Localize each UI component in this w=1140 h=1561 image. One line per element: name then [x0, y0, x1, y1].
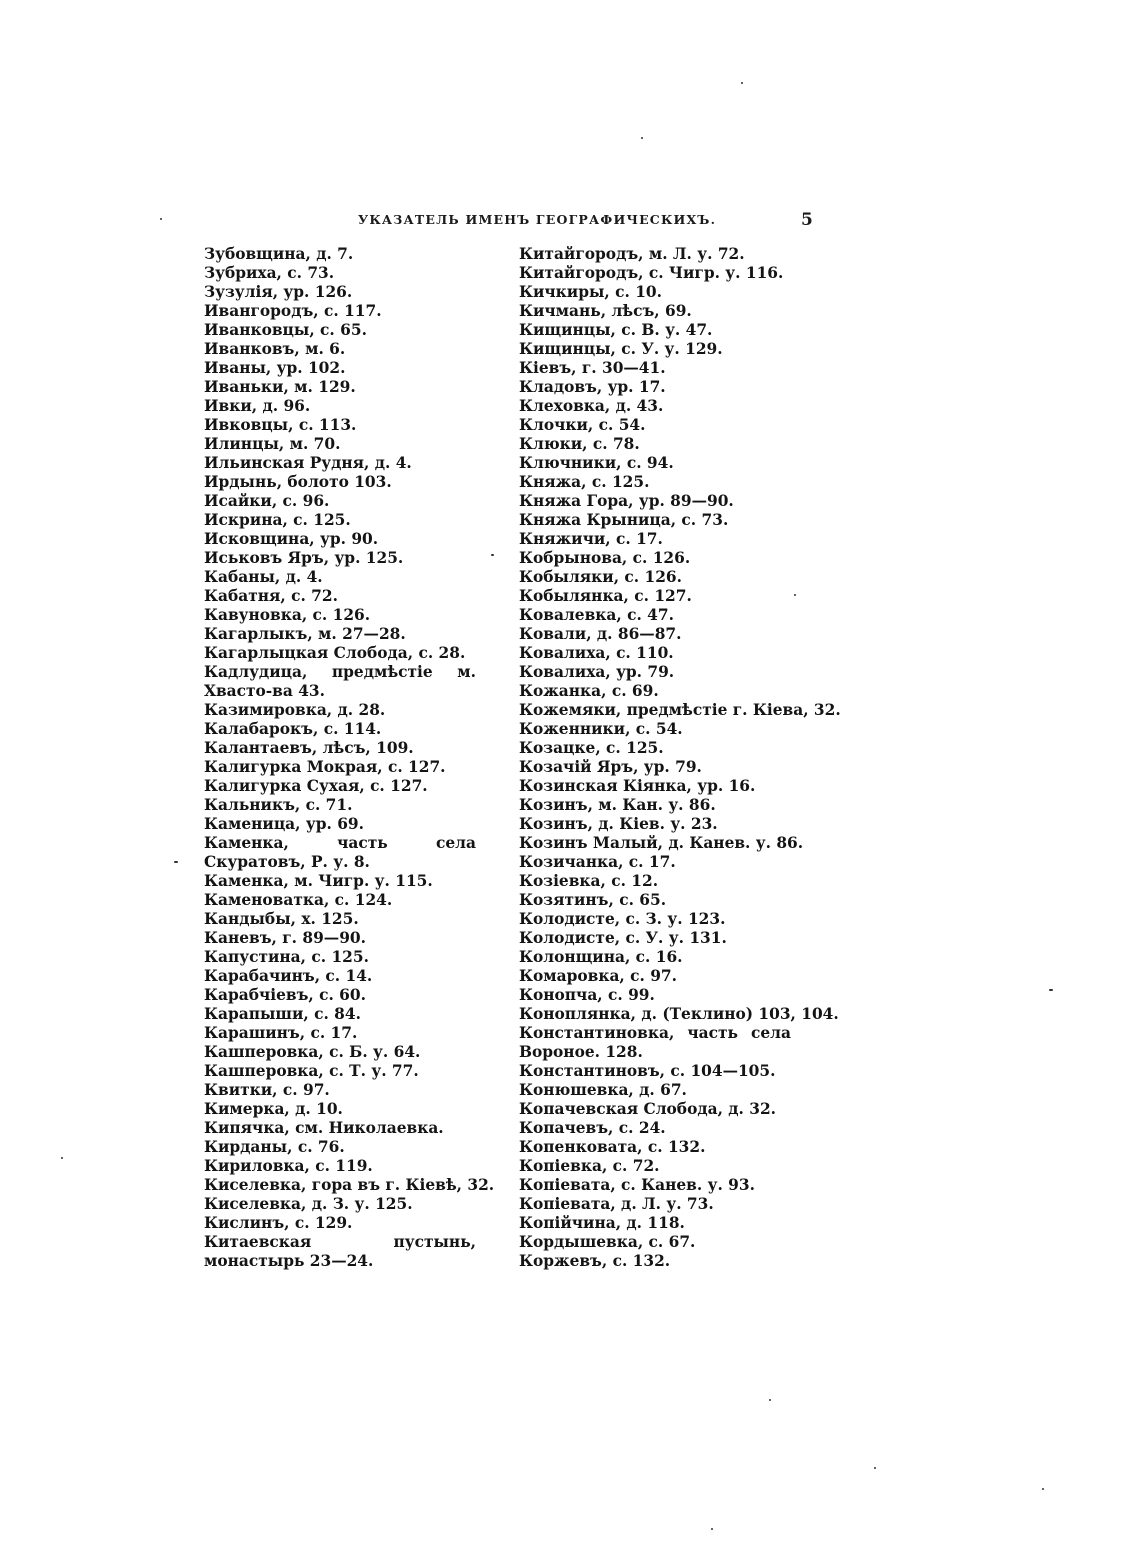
index-entry: Кичмань, лѣсъ, 69.	[519, 302, 692, 320]
index-entry: Козинъ, д. Кіев. у. 23.	[519, 815, 718, 833]
index-entry: Коржевъ, с. 132.	[519, 1252, 671, 1270]
index-entry: Кобрынова, с. 126.	[519, 549, 691, 567]
index-entry: Исайки, с. 96.	[204, 492, 330, 510]
index-entry: Комаровка, с. 97.	[519, 967, 677, 985]
index-entry: Карабчіевъ, с. 60.	[204, 986, 366, 1004]
index-entry: Козятинъ, с. 65.	[519, 891, 667, 909]
index-entry: Кимерка, д. 10.	[204, 1100, 343, 1118]
index-entry: Копіевата, с. Канев. у. 93.	[519, 1176, 755, 1194]
index-entry: Ивки, д. 96.	[204, 397, 311, 415]
scan-speck	[1049, 989, 1053, 991]
index-entry: Колодисте, с. З. у. 123.	[519, 910, 726, 928]
index-entry: Кабаны, д. 4.	[204, 568, 323, 586]
scan-speck	[769, 1399, 771, 1401]
index-entry: Ковалевка, с. 47.	[519, 606, 674, 624]
index-entry: Иваны, ур. 102.	[204, 359, 346, 377]
index-entry: Китайгородъ, м. Л. у. 72.	[519, 245, 745, 263]
scan-speck	[711, 1528, 713, 1530]
index-entry: Копіевка, с. 72.	[519, 1157, 660, 1175]
scan-speck	[874, 1467, 876, 1469]
index-entry: Калигурка Сухая, с. 127.	[204, 777, 428, 795]
scan-speck	[741, 82, 743, 84]
index-entry: Коноплянка, д. (Теклино) 103, 104.	[519, 1005, 839, 1023]
index-entry: Иськовъ Яръ, ур. 125.	[204, 549, 404, 567]
index-entry: Коженники, с. 54.	[519, 720, 683, 738]
index-column-right	[519, 245, 841, 1271]
index-entry: Кипячка, см. Николаевка.	[204, 1119, 444, 1137]
index-entry: Козіевка, с. 12.	[519, 872, 659, 890]
index-entry: Зубовщина, д. 7.	[204, 245, 354, 263]
index-entry: Зубриха, с. 73.	[204, 264, 335, 282]
index-entry: Кашперовка, с. Т. у. 77.	[204, 1062, 419, 1080]
index-entry: Кавуновка, с. 126.	[204, 606, 371, 624]
scan-speck	[61, 1157, 63, 1159]
index-entry: Кашперовка, с. Б. у. 64.	[204, 1043, 421, 1061]
index-entry: Козинская Кіянка, ур. 16.	[519, 777, 756, 795]
index-entry: Каменка, м. Чигр. у. 115.	[204, 872, 433, 890]
index-entry: Каменица, ур. 69.	[204, 815, 364, 833]
index-entry: Кищинцы, с. В. у. 47.	[519, 321, 713, 339]
index-entry: Искрина, с. 125.	[204, 511, 351, 529]
index-entry: Ковалиха, ур. 79.	[519, 663, 675, 681]
index-entry: Калабарокъ, с. 114.	[204, 720, 382, 738]
index-entry: Кабатня, с. 72.	[204, 587, 338, 605]
index-entry: Ирдынь, болото 103.	[204, 473, 392, 491]
running-title: УКАЗАТЕЛЬ ИМЕНЪ ГЕОГРАФИЧЕСКИХЪ.	[358, 212, 717, 227]
index-entry: Квитки, с. 97.	[204, 1081, 330, 1099]
index-entry: Кадлудица, предмѣстіе м. Хвасто-ва 43.	[204, 663, 476, 700]
index-entry: Копенковата, с. 132.	[519, 1138, 706, 1156]
index-entry: Константиновъ, с. 104—105.	[519, 1062, 776, 1080]
index-entry: Иванковцы, с. 65.	[204, 321, 367, 339]
index-entry: Княжичи, с. 17.	[519, 530, 663, 548]
index-entry: Кищинцы, с. У. у. 129.	[519, 340, 723, 358]
index-entry: Клюки, с. 78.	[519, 435, 640, 453]
index-entry: Копіевата, д. Л. у. 73.	[519, 1195, 714, 1213]
index-entry: Каневъ, г. 89—90.	[204, 929, 366, 947]
index-entry: Козинъ, м. Кан. у. 86.	[519, 796, 716, 814]
index-entry: Ивковцы, с. 113.	[204, 416, 357, 434]
index-entry: Кобыляки, с. 126.	[519, 568, 682, 586]
index-entry: Княжа Крыница, с. 73.	[519, 511, 729, 529]
index-entry: Илинцы, м. 70.	[204, 435, 341, 453]
scan-speck	[1042, 1488, 1044, 1490]
index-entry: Клочки, с. 54.	[519, 416, 646, 434]
index-entry: Клеховка, д. 43.	[519, 397, 664, 415]
index-entry: Исковщина, ур. 90.	[204, 530, 379, 548]
index-entry: Копачевская Слобода, д. 32.	[519, 1100, 777, 1118]
index-entry: Зузулія, ур. 126.	[204, 283, 353, 301]
index-entry: Колодисте, с. У. у. 131.	[519, 929, 727, 947]
index-entry: Козичанка, с. 17.	[519, 853, 676, 871]
index-entry: Карашинъ, с. 17.	[204, 1024, 358, 1042]
index-entry: Кладовъ, ур. 17.	[519, 378, 666, 396]
index-entry: Капустина, с. 125.	[204, 948, 369, 966]
index-entry: Конопча, с. 99.	[519, 986, 655, 1004]
index-entry: Колонщина, с. 16.	[519, 948, 683, 966]
index-entry: Кобылянка, с. 127.	[519, 587, 692, 605]
index-entry: Конюшевка, д. 67.	[519, 1081, 687, 1099]
index-entry: Кандыбы, х. 125.	[204, 910, 359, 928]
index-entry: Константиновка, часть села Вороное. 128.	[519, 1024, 791, 1061]
index-entry: Калигурка Мокрая, с. 127.	[204, 758, 446, 776]
index-entry: Ковали, д. 86—87.	[519, 625, 682, 643]
index-entry: Иваньки, м. 129.	[204, 378, 356, 396]
index-entry: Иванковъ, м. 6.	[204, 340, 346, 358]
index-entry: Ивангородъ, с. 117.	[204, 302, 382, 320]
index-entry: Кожемяки, предмѣстіе г. Кіева, 32.	[519, 701, 841, 719]
index-entry: Козинъ Малый, д. Канев. у. 86.	[519, 834, 804, 852]
index-entry: Кіевъ, г. 30—41.	[519, 359, 666, 377]
index-entry: Кальникъ, с. 71.	[204, 796, 353, 814]
scan-speck	[794, 594, 796, 596]
index-entry: Кириловка, с. 119.	[204, 1157, 373, 1175]
index-entry: Киселевка, д. З. у. 125.	[204, 1195, 413, 1213]
index-entry: Киселевка, гора въ г. Кіевѣ, 32.	[204, 1176, 495, 1194]
page-number: 5	[801, 210, 813, 230]
index-entry: Кагарлыкъ, м. 27—28.	[204, 625, 406, 643]
index-entry: Казимировка, д. 28.	[204, 701, 386, 719]
index-entry: Копійчина, д. 118.	[519, 1214, 685, 1232]
index-entry: Кожанка, с. 69.	[519, 682, 659, 700]
index-entry: Копачевъ, с. 24.	[519, 1119, 666, 1137]
index-entry: Калантаевъ, лѣсъ, 109.	[204, 739, 414, 757]
index-entry: Карапыши, с. 84.	[204, 1005, 361, 1023]
scan-speck	[160, 218, 162, 220]
index-entry: Китайгородъ, с. Чигр. у. 116.	[519, 264, 784, 282]
scan-speck	[641, 137, 643, 139]
index-entry: Кагарлыцкая Слобода, с. 28.	[204, 644, 466, 662]
index-entry: Каменка, часть села Скуратовъ, Р. у. 8.	[204, 834, 476, 871]
index-entry: Ключники, с. 94.	[519, 454, 674, 472]
index-entry: Ковалиха, с. 110.	[519, 644, 674, 662]
index-entry: Каменоватка, с. 124.	[204, 891, 393, 909]
scan-speck	[491, 554, 494, 556]
index-entry: Китаевская пустынь, монастырь 23—24.	[204, 1233, 476, 1270]
index-entry: Карабачинъ, с. 14.	[204, 967, 373, 985]
index-entry: Козачій Яръ, ур. 79.	[519, 758, 702, 776]
index-entry: Кислинъ, с. 129.	[204, 1214, 353, 1232]
scan-speck	[174, 861, 178, 863]
index-entry: Кирданы, с. 76.	[204, 1138, 345, 1156]
index-column-left	[204, 245, 495, 1271]
index-entry: Кордышевка, с. 67.	[519, 1233, 696, 1251]
index-entry: Ильинская Рудня, д. 4.	[204, 454, 412, 472]
index-entry: Козацке, с. 125.	[519, 739, 664, 757]
index-entry: Княжа Гора, ур. 89—90.	[519, 492, 734, 510]
index-entry: Княжа, с. 125.	[519, 473, 650, 491]
index-entry: Кичкиры, с. 10.	[519, 283, 662, 301]
